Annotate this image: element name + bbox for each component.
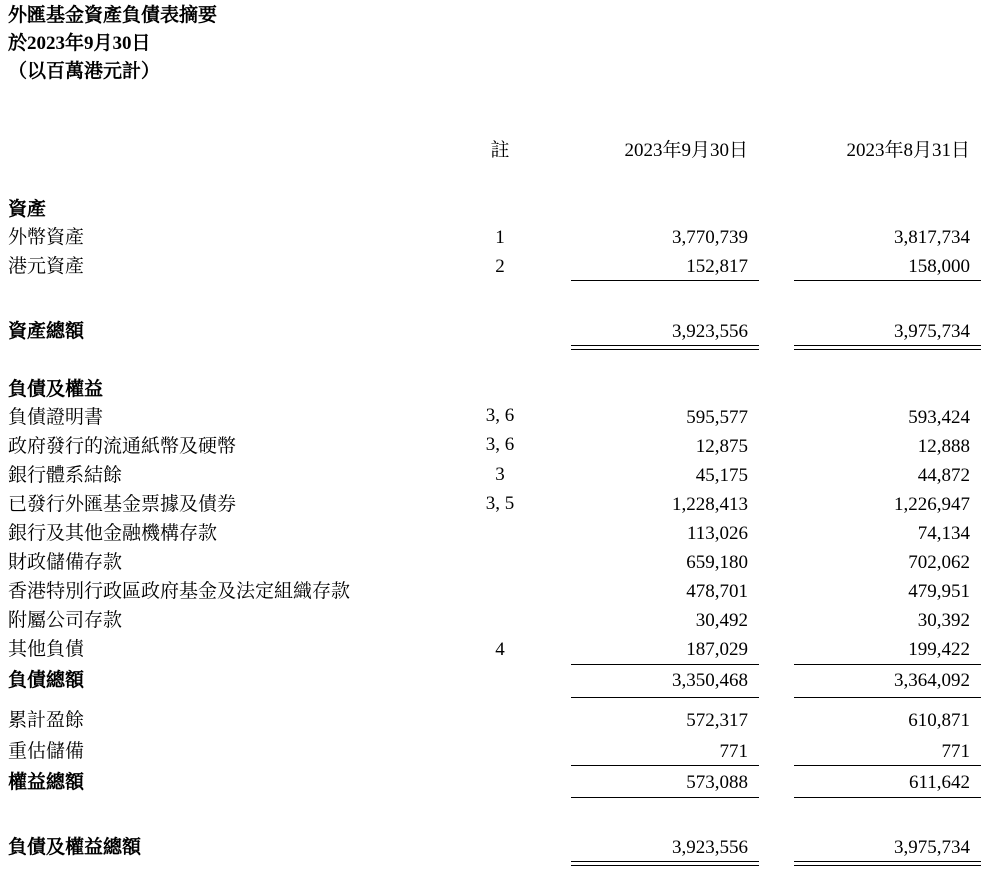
liabilities-equity-heading: 負債及權益 <box>8 379 104 400</box>
assets-total-previous: 3,975,734 <box>894 321 970 342</box>
subtotal-rule <box>794 697 981 698</box>
row-label: 銀行體系結餘 <box>8 465 123 486</box>
row-current-value: 45,175 <box>695 465 748 486</box>
double-rule-top <box>794 345 981 346</box>
double-rule-bottom <box>571 865 759 866</box>
row-label: 已發行外匯基金票據及債券 <box>8 494 237 515</box>
row-previous-value: 1,226,947 <box>894 494 970 515</box>
row-label: 銀行及其他金融機構存款 <box>8 523 218 544</box>
row-current-value: 12,875 <box>695 436 748 457</box>
row-label: 其他負債 <box>8 639 85 660</box>
equity-total-label: 權益總額 <box>8 772 85 793</box>
report-header <box>8 2 217 86</box>
row-note: 2 <box>495 256 505 277</box>
row-note: 3, 5 <box>485 493 515 514</box>
row-label: 財政儲備存款 <box>8 552 123 573</box>
liabilities-total-label: 負債總額 <box>8 670 85 691</box>
row-label: 重估儲備 <box>8 741 85 762</box>
row-label: 港元資產 <box>8 256 85 277</box>
row-current-value: 659,180 <box>686 552 748 573</box>
column-header-note: 註 <box>490 140 510 161</box>
row-previous-value: 30,392 <box>917 610 970 631</box>
row-previous-value: 479,951 <box>908 581 970 602</box>
row-previous-value: 3,817,734 <box>894 227 970 248</box>
subtotal-rule <box>571 697 759 698</box>
row-previous-value: 593,424 <box>908 407 970 428</box>
row-previous-value: 199,422 <box>908 639 970 660</box>
report-title: 外匯基金資產負債表摘要 <box>8 5 218 26</box>
row-current-value: 771 <box>719 741 748 762</box>
subtotal-rule <box>571 664 759 665</box>
double-rule-bottom <box>794 349 981 350</box>
row-previous-value: 702,062 <box>908 552 970 573</box>
liabilities-total-current: 3,350,468 <box>672 670 748 691</box>
subtotal-rule <box>794 664 981 665</box>
row-label: 政府發行的流通紙幣及硬幣 <box>8 436 237 457</box>
row-current-value: 187,029 <box>686 639 748 660</box>
row-previous-value: 158,000 <box>908 256 970 277</box>
column-header-previous: 2023年8月31日 <box>846 140 970 161</box>
row-current-value: 1,228,413 <box>672 494 748 515</box>
row-previous-value: 44,872 <box>917 465 970 486</box>
double-rule-top <box>571 345 759 346</box>
subtotal-rule <box>571 797 759 798</box>
row-previous-value: 771 <box>941 741 970 762</box>
row-label: 累計盈餘 <box>8 710 85 731</box>
row-label: 香港特別行政區政府基金及法定組織存款 <box>8 581 351 602</box>
row-note: 4 <box>495 639 505 660</box>
double-rule-bottom <box>571 349 759 350</box>
row-previous-value: 12,888 <box>917 436 970 457</box>
row-current-value: 152,817 <box>686 256 748 277</box>
double-rule-top <box>571 861 759 862</box>
row-label: 負債證明書 <box>8 407 104 428</box>
row-current-value: 30,492 <box>695 610 748 631</box>
column-header-current: 2023年9月30日 <box>624 140 748 161</box>
assets-total-label: 資產總額 <box>8 321 85 342</box>
row-previous-value: 74,134 <box>917 523 970 544</box>
grand-total-previous: 3,975,734 <box>894 837 970 858</box>
subtotal-rule <box>794 280 981 281</box>
liabilities-total-previous: 3,364,092 <box>894 670 970 691</box>
row-note: 3, 6 <box>485 405 515 426</box>
row-current-value: 595,577 <box>686 407 748 428</box>
subtotal-rule <box>571 280 759 281</box>
row-note: 1 <box>495 227 505 248</box>
subtotal-rule <box>794 797 981 798</box>
row-previous-value: 610,871 <box>908 710 970 731</box>
double-rule-bottom <box>794 865 981 866</box>
report-unit: （以百萬港元計） <box>8 61 161 82</box>
assets-heading: 資產 <box>8 199 47 220</box>
assets-total-current: 3,923,556 <box>672 321 748 342</box>
row-current-value: 3,770,739 <box>672 227 748 248</box>
equity-total-previous: 611,642 <box>908 772 970 793</box>
row-label: 附屬公司存款 <box>8 610 123 631</box>
grand-total-label: 負債及權益總額 <box>8 837 142 858</box>
row-current-value: 572,317 <box>686 710 748 731</box>
subtotal-rule <box>571 765 759 766</box>
report-date: 於2023年9月30日 <box>8 33 151 54</box>
row-note: 3, 6 <box>485 434 515 455</box>
row-current-value: 113,026 <box>686 523 748 544</box>
row-current-value: 478,701 <box>686 581 748 602</box>
row-note: 3 <box>495 464 505 485</box>
row-label: 外幣資產 <box>8 227 85 248</box>
double-rule-top <box>794 861 981 862</box>
equity-total-current: 573,088 <box>686 772 748 793</box>
subtotal-rule <box>794 765 981 766</box>
grand-total-current: 3,923,556 <box>672 837 748 858</box>
